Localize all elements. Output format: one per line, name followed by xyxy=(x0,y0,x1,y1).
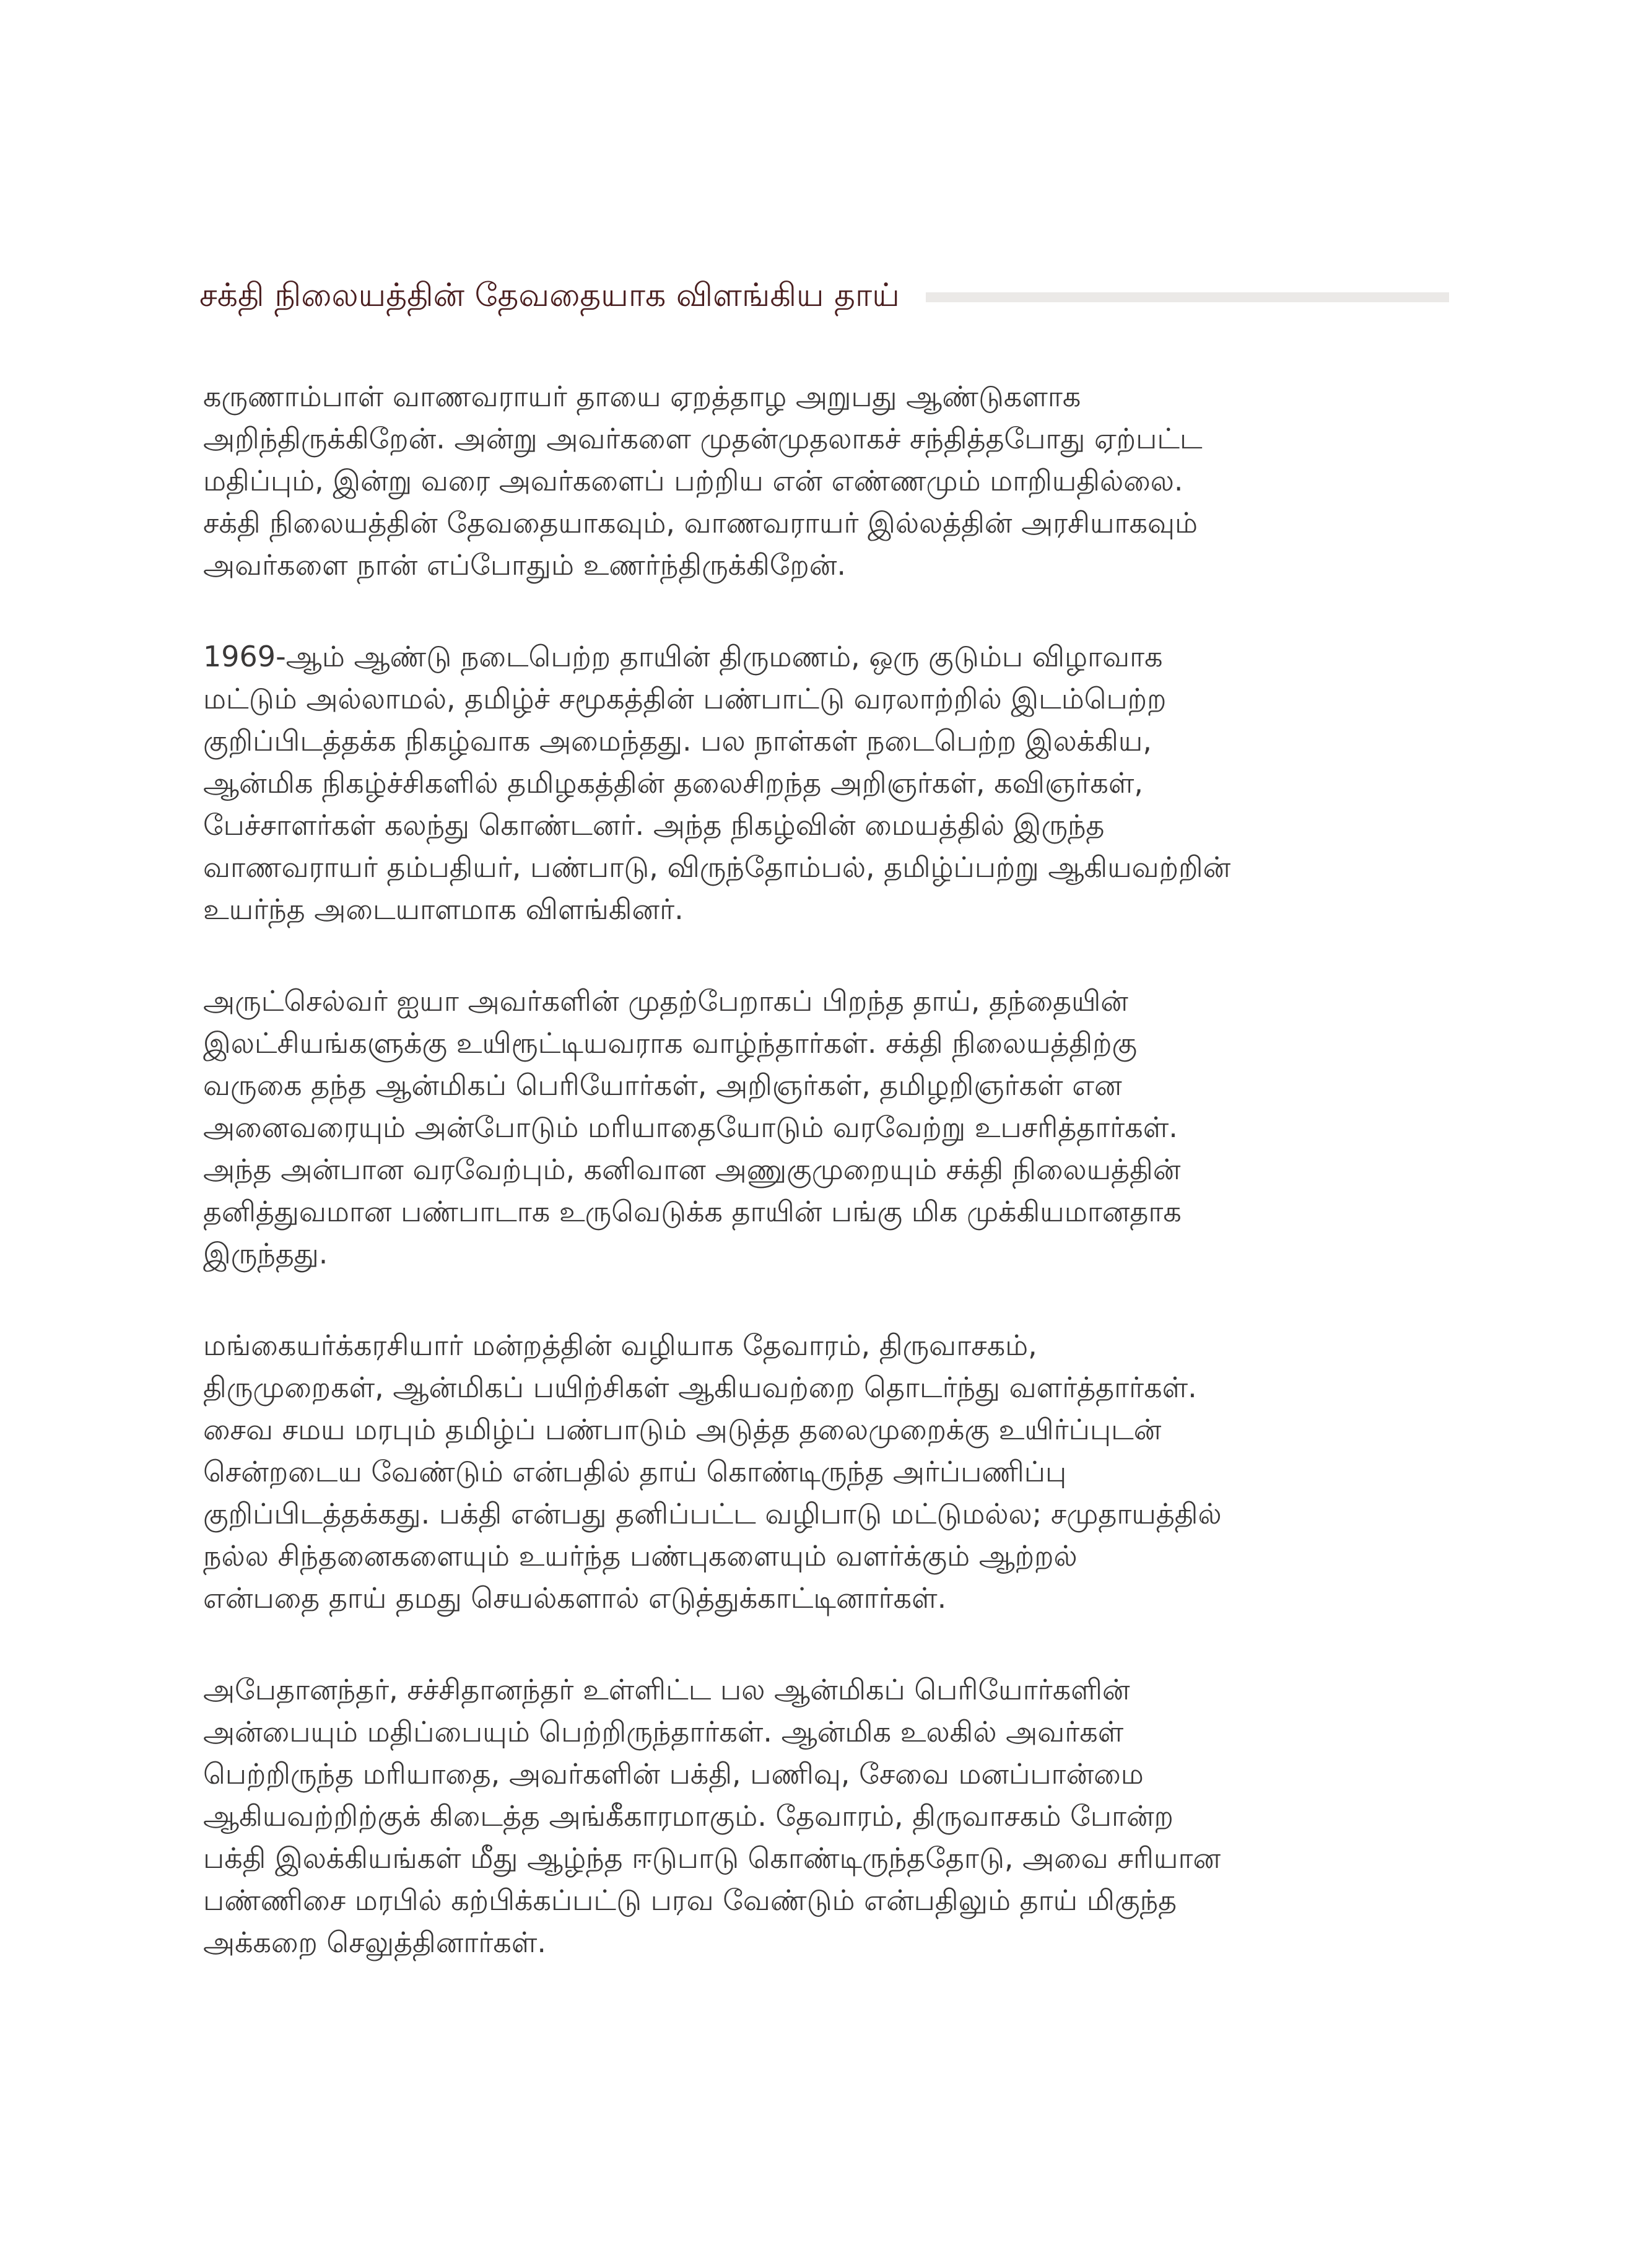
text-line: பெற்றிருந்த மரியாதை, அவர்களின் பக்தி, பணிவு, சேவை மனப்பான்மை xyxy=(203,1757,1144,1790)
text-line: திருமுறைகள், ஆன்மிகப் பயிற்சிகள் ஆகியவற்றை தொடர்ந்து வளர்த்தார்கள். xyxy=(203,1371,1197,1404)
paragraph-3 xyxy=(203,980,1449,1275)
text-line: அவர்களை நான் எப்போதும் உணர்ந்திருக்கிறேன். xyxy=(203,548,847,582)
text-line: குறிப்பிடத்தக்க நிகழ்வாக அமைந்தது. பல நாள்கள் நடைபெற்ற இலக்கிய, xyxy=(203,724,1152,757)
text-line: மட்டும் அல்லாமல், தமிழ்ச் சமூகத்தின் பண்பாட்டு வரலாற்றில் இடம்பெற்ற xyxy=(203,682,1167,715)
text-line: அந்த அன்பான வரவேற்பும், கனிவான அணுகுமுறையும் சக்தி நிலையத்தின் xyxy=(203,1153,1181,1186)
paragraph-4 xyxy=(203,1324,1449,1619)
text-line: அக்கறை செலுத்தினார்கள். xyxy=(203,1926,546,1959)
text-line: 1969-ஆம் ஆண்டு நடைபெற்ற தாயின் திருமணம், ஒரு குடும்ப விழாவாக xyxy=(203,640,1163,673)
text-line: பக்தி இலக்கியங்கள் மீது ஆழ்ந்த ஈடுபாடு கொண்டிருந்ததோடு, அவை சரியான xyxy=(203,1841,1221,1875)
title-rule xyxy=(926,292,1449,302)
section-header xyxy=(199,268,1449,323)
page-title: சக்தி நிலையத்தின் தேவதையாக விளங்கிய தாய் xyxy=(199,277,900,314)
text-line: என்பதை தாய் தமது செயல்களால் எடுத்துக்காட்டினார்கள். xyxy=(203,1581,947,1615)
text-line: நல்ல சிந்தனைகளையும் உயர்ந்த பண்புகளையும் வளர்க்கும் ஆற்றல் xyxy=(203,1539,1078,1572)
text-line: மங்கையர்க்கரசியார் மன்றத்தின் வழியாக தேவாரம், திருவாசகம், xyxy=(203,1328,1037,1362)
text-line: அபேதானந்தர், சச்சிதானந்தர் உள்ளிட்ட பல ஆன்மிகப் பெரியோர்களின் xyxy=(203,1673,1130,1706)
text-line: அருட்செல்வர் ஐயா அவர்களின் முதற்பேறாகப் பிறந்த தாய், தந்தையின் xyxy=(203,984,1128,1018)
paragraph-5 xyxy=(203,1668,1449,1963)
text-line: சென்றடைய வேண்டும் என்பதில் தாய் கொண்டிருந்த அர்ப்பணிப்பு xyxy=(203,1455,1067,1488)
text-line: குறிப்பிடத்தக்கது. பக்தி என்பது தனிப்பட்ட வழிபாடு மட்டுமல்ல; சமுதாயத்தில் xyxy=(203,1497,1222,1530)
text-line: வாணவராயர் தம்பதியர், பண்பாடு, விருந்தோம்பல், தமிழ்ப்பற்று ஆகியவற்றின் xyxy=(203,850,1231,884)
text-line: தனித்துவமான பண்பாடாக உருவெடுக்க தாயின் பங்கு மிக முக்கியமானதாக xyxy=(203,1195,1182,1228)
text-line: இலட்சியங்களுக்கு உயிரூட்டியவராக வாழ்ந்தார்கள். சக்தி நிலையத்திற்கு xyxy=(203,1026,1138,1060)
text-line: அன்பையும் மதிப்பையும் பெற்றிருந்தார்கள். ஆன்மிக உலகில் அவர்கள் xyxy=(203,1715,1124,1748)
text-line: கருணாம்பாள் வாணவராயர் தாயை ஏறத்தாழ அறுபது ஆண்டுகளாக xyxy=(203,380,1081,413)
text-line: பண்ணிசை மரபில் கற்பிக்கப்பட்டு பரவ வேண்டும் என்பதிலும் தாய் மிகுந்த xyxy=(203,1883,1177,1917)
text-line: அறிந்திருக்கிறேன். அன்று அவர்களை முதன்முதலாகச் சந்தித்தபோது ஏற்பட்ட xyxy=(203,422,1203,455)
text-line: பேச்சாளர்கள் கலந்து கொண்டனர். அந்த நிகழ்வின் மையத்தில் இருந்த xyxy=(203,808,1105,842)
text-line: வருகை தந்த ஆன்மிகப் பெரியோர்கள், அறிஞர்கள், தமிழறிஞர்கள் என xyxy=(203,1068,1122,1102)
paragraph-1 xyxy=(203,375,1449,586)
text-line: மதிப்பும், இன்று வரை அவர்களைப் பற்றிய என் எண்ணமும் மாறியதில்லை. xyxy=(203,464,1183,497)
body-text xyxy=(203,375,1449,2013)
text-line: ஆன்மிக நிகழ்ச்சிகளில் தமிழகத்தின் தலைசிறந்த அறிஞர்கள், கவிஞர்கள், xyxy=(203,766,1143,800)
paragraph-2 xyxy=(203,635,1449,930)
text-line: சக்தி நிலையத்தின் தேவதையாகவும், வாணவராயர் இல்லத்தின் அரசியாகவும் xyxy=(203,506,1198,539)
text-line: இருந்தது. xyxy=(203,1237,328,1270)
text-line: சைவ சமய மரபும் தமிழ்ப் பண்பாடும் அடுத்த தலைமுறைக்கு உயிர்ப்புடன் xyxy=(203,1413,1162,1446)
text-line: உயர்ந்த அடையாளமாக விளங்கினர். xyxy=(203,892,684,926)
text-line: ஆகியவற்றிற்குக் கிடைத்த அங்கீகாரமாகும். தேவாரம், திருவாசகம் போன்ற xyxy=(203,1799,1174,1833)
text-line: அனைவரையும் அன்போடும் மரியாதையோடும் வரவேற்று உபசரித்தார்கள். xyxy=(203,1110,1178,1144)
